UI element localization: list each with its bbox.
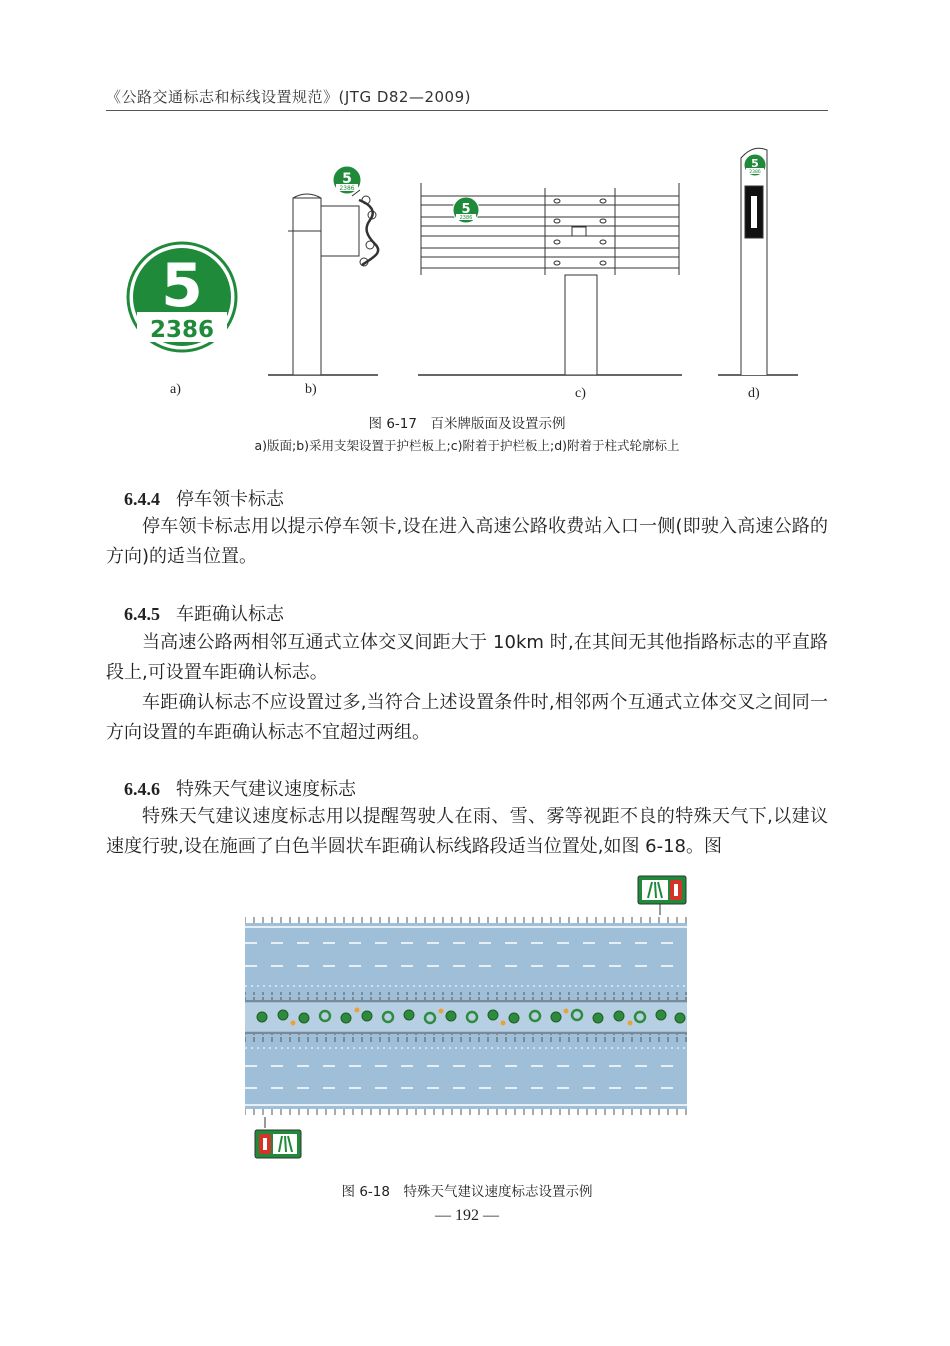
sub-label-c: c) [575,386,586,401]
figure-6-17-drawing [0,0,950,410]
section-number: 6.4.6 [124,779,160,799]
section-title: 特殊天气建议速度标志 [176,779,356,800]
section-title: 停车领卡标志 [176,489,284,510]
sign-distance: 2386 [749,170,761,175]
running-header: 《公路交通标志和标线设置规范》(JTG D82—2009) [106,88,471,106]
small-sign-c [453,197,479,223]
sign-distance: 2386 [459,215,473,221]
sign-number: 5 [751,157,759,170]
paragraph: 当高速公路两相邻互通式立体交叉间距大于 10km 时,在其间无其他指路标志的平直路段上,可设置车距确认标志。 [106,632,828,683]
sign-number: 5 [161,251,203,321]
sign-distance: 2386 [149,317,215,343]
paragraph: 特殊天气建议速度标志用以提醒驾驶人在雨、雪、雾等视距不良的特殊天气下,以建议速度行驶,设在施画了白色半圆状车距确认标线路段适当位置处,如图 6-18。图 [106,806,828,857]
section-heading-6-4-5 [124,600,284,626]
paragraph: 车距确认标志不应设置过多,当符合上述设置条件时,相邻两个互通式立体交叉之间同一方向设置的车距确认标志不宜超过两组。 [106,692,828,743]
section-title: 车距确认标志 [176,604,284,625]
small-sign-b [333,166,361,194]
post-with-bracket [268,190,378,375]
figure-6-18-caption: 图 6-18 特殊天气建议速度标志设置示例 [341,1184,593,1200]
page-number: — 192 — [435,1207,499,1224]
section-heading-6-4-4 [124,485,284,511]
figure-6-17-caption: 图 6-17 百米牌版面及设置示例 [368,416,566,432]
delineator-post [718,148,798,375]
sign-number: 5 [461,202,471,217]
section-number: 6.4.4 [124,489,160,509]
figure-6-17-subcaption: a)版面;b)采用支架设置于护栏板上;c)附着于护栏板上;d)附着于柱式轮廓标上 [254,438,680,453]
sub-label-a: a) [170,382,181,397]
weather-speed-sign-bottom [255,1117,301,1158]
sign-number: 5 [342,171,352,187]
small-sign-d [744,154,766,176]
sub-label-d: d) [748,386,760,401]
guardrail-posts-bottom [245,1109,687,1117]
weather-speed-sign-top [638,876,686,915]
figure-6-18-drawing [0,860,950,1180]
section-number: 6.4.5 [124,604,160,624]
distance-sign-face [128,243,236,351]
sub-label-b: b) [305,382,317,397]
sign-distance: 2386 [339,185,355,192]
guardrail-posts-top [245,915,687,923]
paragraph: 停车领卡标志用以提示停车领卡,设在进入高速公路收费站入口一侧(即驶入高速公路的方向)的适当位置。 [106,516,828,567]
section-heading-6-4-6 [124,775,356,801]
